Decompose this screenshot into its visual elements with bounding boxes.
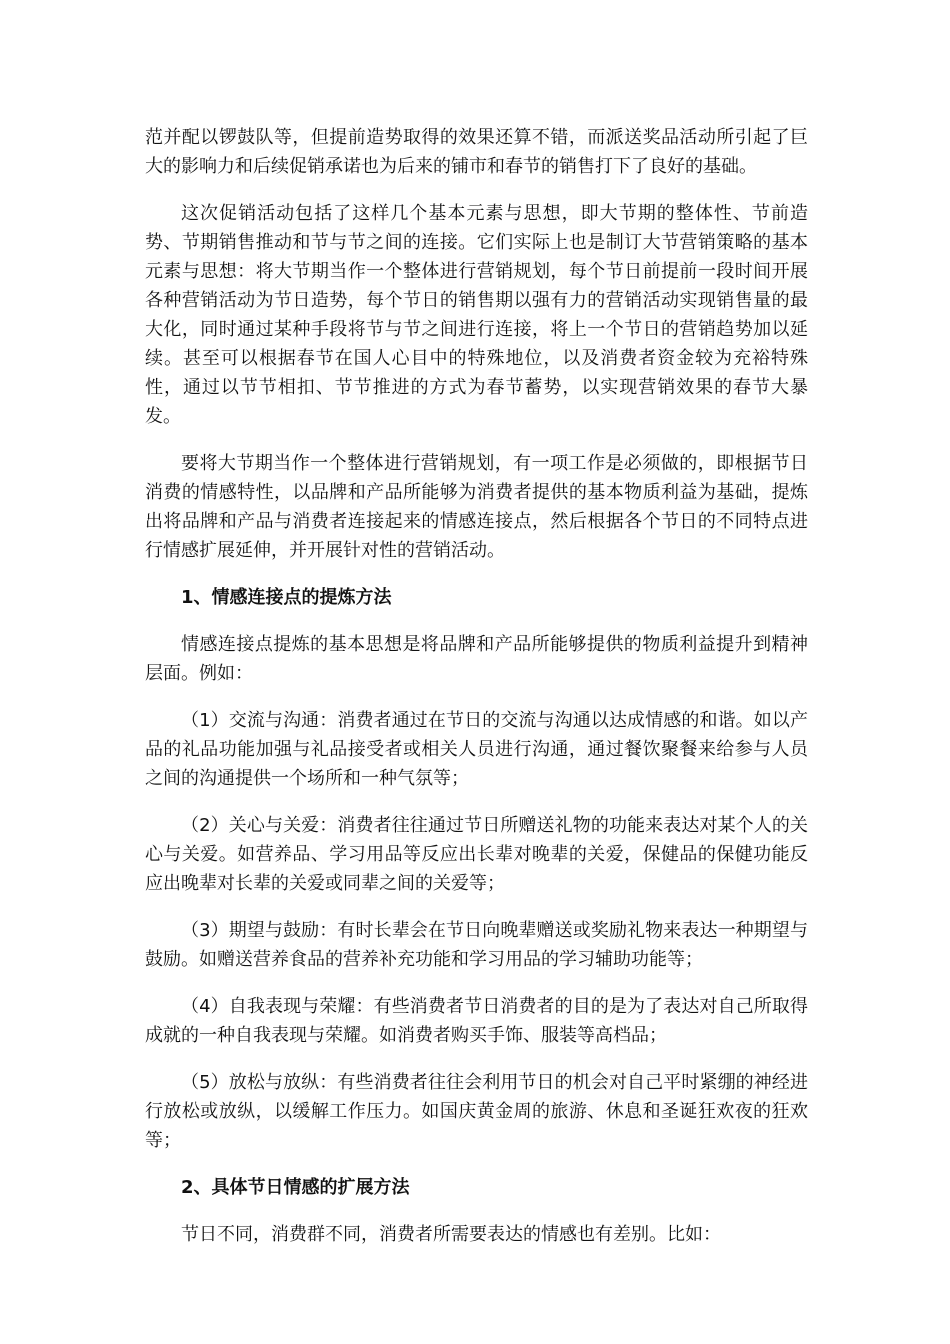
paragraph-continued: 范并配以锣鼓队等，但提前造势取得的效果还算不错，而派送奖品活动所引起了巨大的影响力和后续促销承诺也为后来的铺市和春节的销售打下了良好的基础。 <box>145 127 808 177</box>
document-body <box>145 123 808 1267</box>
paragraph-festival-differences: 节日不同，消费群不同，消费者所需要表达的情感也有差别。比如： <box>181 1224 721 1245</box>
paragraph-promotion-elements: 这次促销活动包括了这样几个基本元素与思想，即大节期的整体性、节前造势、节期销售推动和节与节之间的连接。它们实际上也是制订大节营销策略的基本元素与思想：将大节期当作一个整体进行营销规划，每个节日前提前一段时间开展各种营销活动为节日造势，每个节日的销售期以强有力的营销活动实现销售量的最大化，同时通过某种手段将节与节之间进行连接，将上一个节日的营销趋势加以延续。甚至可以根据春节在国人心目中的特殊地位，以及消费者资金较为充裕特殊性，通过以节节相扣、节节推进的方式为春节蓄势，以实现营销效果的春节大暴发。 <box>145 203 808 427</box>
section-heading-1: 1、情感连接点的提炼方法 <box>181 587 392 608</box>
paragraph-planning: 要将大节期当作一个整体进行营销规划，有一项工作是必须做的，即根据节日消费的情感特性，以品牌和产品所能够为消费者提供的基本物质利益为基础，提炼出将品牌和产品与消费者连接起来的情感连接点，然后根据各个节日的不同特点进行情感扩展延伸，并开展针对性的营销活动。 <box>145 453 808 561</box>
paragraph-extraction-idea: 情感连接点提炼的基本思想是将品牌和产品所能够提供的物质利益提升到精神层面。例如： <box>145 634 808 684</box>
list-item-relaxation: （5）放松与放纵：有些消费者往往会利用节日的机会对自己平时紧绷的神经进行放松或放纵，以缓解工作压力。如国庆黄金周的旅游、休息和圣诞狂欢夜的狂欢等； <box>145 1072 808 1151</box>
list-item-self-expression: （4）自我表现与荣耀：有些消费者节日消费者的目的是为了表达对自己所取得成就的一种自我表现与荣耀。如消费者购买手饰、服装等高档品； <box>145 996 808 1046</box>
list-item-communication: （1）交流与沟通：消费者通过在节日的交流与沟通以达成情感的和谐。如以产品的礼品功能加强与礼品接受者或相关人员进行沟通，通过餐饮聚餐来给参与人员之间的沟通提供一个场所和一种气氛等； <box>145 710 808 789</box>
list-item-care: （2）关心与关爱：消费者往往通过节日所赠送礼物的功能来表达对某个人的关心与关爱。如营养品、学习用品等反应出长辈对晚辈的关爱，保健品的保健功能反应出晚辈对长辈的关爱或同辈之间的关爱等； <box>145 815 808 894</box>
section-heading-2: 2、具体节日情感的扩展方法 <box>181 1177 410 1198</box>
list-item-expectation: （3）期望与鼓励：有时长辈会在节日向晚辈赠送或奖励礼物来表达一种期望与鼓励。如赠送营养食品的营养补充功能和学习用品的学习辅助功能等； <box>145 920 808 970</box>
